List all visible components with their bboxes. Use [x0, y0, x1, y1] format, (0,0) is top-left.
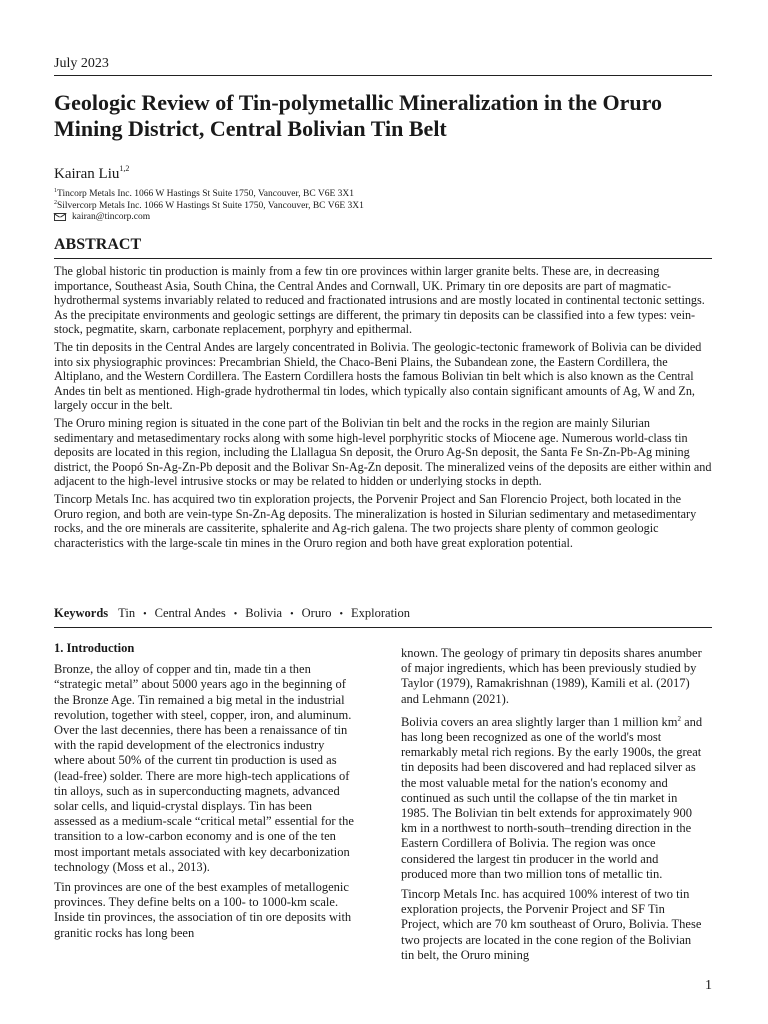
abstract-paragraph: Tincorp Metals Inc. has acquired two tin exploration projects, the Porvenir Project and San Florencio Project, both located in the Oruro region, and both are vein-type Sn-Zn-Ag deposits. The mineralization is hosted in Silurian sedimentary and metasedimentary rocks, and the ore minerals are cassiterite, sphalerite and Ag-rich galena. The two projects share plenty of common geologic characteristics with the large-scale tin mines in the Oruro region and both have great exploration potential.: [54, 491, 697, 550]
issue-date: July 2023: [54, 56, 109, 71]
abstract-heading: ABSTRACT: [54, 236, 142, 253]
body-paragraph: Bolivia covers an area slightly larger than 1 million $km^2$ and has long been recognized as one of the world's most remarkably metal rich regions. By the early 1900s, the great tin deposits had been discovered and had replaced silver as the most valuable metal for the nation's economy and continued as such until the collapse of the tin market in 1985. The Bolivian tin belt extends for approximately 900 km in a northwest to north-south–trending direction in the Eastern Cordillera of Bolivia. The region was once considered the largest tin producer in the world and produced more than two million tons of metallic tin.: [401, 714, 703, 881]
author-name: Kairan Liu: [54, 166, 120, 182]
abstract-paragraph: The Oruro mining region is situated in the cone part of the Bolivian tin belt and the rocks in the region are mainly Silurian sedimentary and metasedimentary rocks along with some high-level porphyritic stocks of Miocene age. Numerous world-class tin deposits are located in this region, including the Llallagua Sn deposit, the Oruro Ag-Sn deposit, the Santa Fe Sn-Zn-Pb-Ag mining district, the Poopó Sn-Ag-Zn-Pb deposit and the Bolivar Sn-Ag-Zn deposit. The mineralized veins of the deposits are either within and adjacent to the high-level intrusive stocks or may be related to hidden or underlying stocks in depth.: [54, 415, 712, 489]
keywords-label: Keywords: [54, 606, 109, 620]
keyword-separator: •: [143, 609, 147, 620]
header-rule: [54, 75, 712, 76]
body-paragraph: Tincorp Metals Inc. has acquired 100% interest of two tin exploration projects, the Porvenir Project and SF Tin Project, which are 70 km southeast of Oruro, Bolivia. These two projects are located in the cone region of the Bolivian tin belt, the Oruro mining: [401, 887, 702, 962]
keyword: Central Andes: [154, 606, 226, 620]
abstract-rule: [54, 258, 712, 259]
body-column-right: [401, 646, 703, 968]
keyword-separator: •: [233, 609, 238, 620]
abstract-paragraph: The global historic tin production is mainly from a few tin ore provinces within larger granite belts. These are, in decreasing importance, Southeast Asia, South China, the Central Andes and Cornwall, UK. Primary tin ore deposits are part of magmatic-hydrothermal systems invariably related to reduced and fractionated intrusions and are mostly located in continental tectonic settings. As the precipitate environments and geologic settings are different, the primary tin deposits can be classified into a few types: vein-stock, pegmatite, skarn, carbonate replacement, porphyry and epithermal.: [54, 264, 705, 337]
envelope-icon: [54, 213, 66, 221]
affiliation-2: $^2$Silvercorp Metals Inc. 1066 W Hastings St Suite 1750, Vancouver, BC V6E 3X1: [54, 200, 364, 211]
keyword: Oruro: [301, 606, 332, 620]
body-paragraph: Tin provinces are one of the best examples of metallogenic provinces. They define belts on a 100- to 1000-km scale. Inside tin provinces, the association of tin ore deposits with granitic rocks has long been: [54, 880, 352, 940]
paper-page: [54, 0, 712, 1024]
body-paragraph: known. The geology of primary tin deposits shares anumber of major ingredients, which has been previously studied by Taylor (1979), Ramakrishnan (1989), Kamili et al. (2017) and Lehmann (2021).: [401, 646, 702, 706]
keyword-separator: •: [339, 609, 343, 620]
abstract-body: [54, 264, 712, 553]
body-paragraph: Bronze, the alloy of copper and tin, made tin a then “strategic metal” about 5000 years ago in the beginning of the Bronze Age. Tin remained a big metal in the industrial revolution, together with steel, copper, iron, and aluminum. Over the last decennies, there has been a renaissance of tin with the rapid development of the electronics industry where about 50% of the current tin production is used as (lead-free) solder. There are more high-tech applications of tin alloys, such as in superconducting magnets, advanced solar cells, and liquid-crystal displays. Tin has been assessed as a medium-scale “critical metal” essential for the transition to a low-carbon economy and is one of the ten most important metals associated with key decarbonization technology (Moss et al., 2013).: [54, 662, 354, 874]
section-heading: 1. Introduction: [54, 641, 135, 655]
paper-title: Geologic Review of Tin-polymetallic Mineralization in the Oruro Mining District, Central Bolivian Tin Belt: [54, 90, 662, 141]
body-column-left: [54, 641, 356, 946]
keyword: Tin: [118, 606, 136, 620]
author-email: [54, 212, 150, 222]
keywords: [54, 606, 410, 621]
affiliation-1: $^1$Tincorp Metals Inc. 1066 W Hastings St Suite 1750, Vancouver, BC V6E 3X1: [54, 188, 355, 199]
keyword: Bolivia: [245, 606, 283, 620]
keywords-rule: [54, 627, 712, 628]
page-number: 1: [705, 978, 712, 993]
author-affil-marks: 1,2: [119, 164, 130, 173]
email-link[interactable]: kairan@tincorp.com: [72, 212, 151, 222]
keyword: Exploration: [351, 606, 411, 620]
author: [54, 164, 129, 183]
keyword-separator: •: [290, 609, 294, 620]
abstract-paragraph: The tin deposits in the Central Andes are largely concentrated in Bolivia. The geologic-tectonic framework of Bolivia can be divided into six physiographic provinces: Precambrian Shield, the Chaco-Beni Plains, the Subandean zone, the Eastern Cordillera, the Altiplano, and the Western Cordillera. The Eastern Cordillera hosts the famous Bolivian tin belt which is also known as the Central Andes tin belt as mentioned. High-grade hydrothermal tin lodes, which typically also contain significant amounts of Ag, W and Zn, largely occur in the belt.: [54, 339, 702, 413]
